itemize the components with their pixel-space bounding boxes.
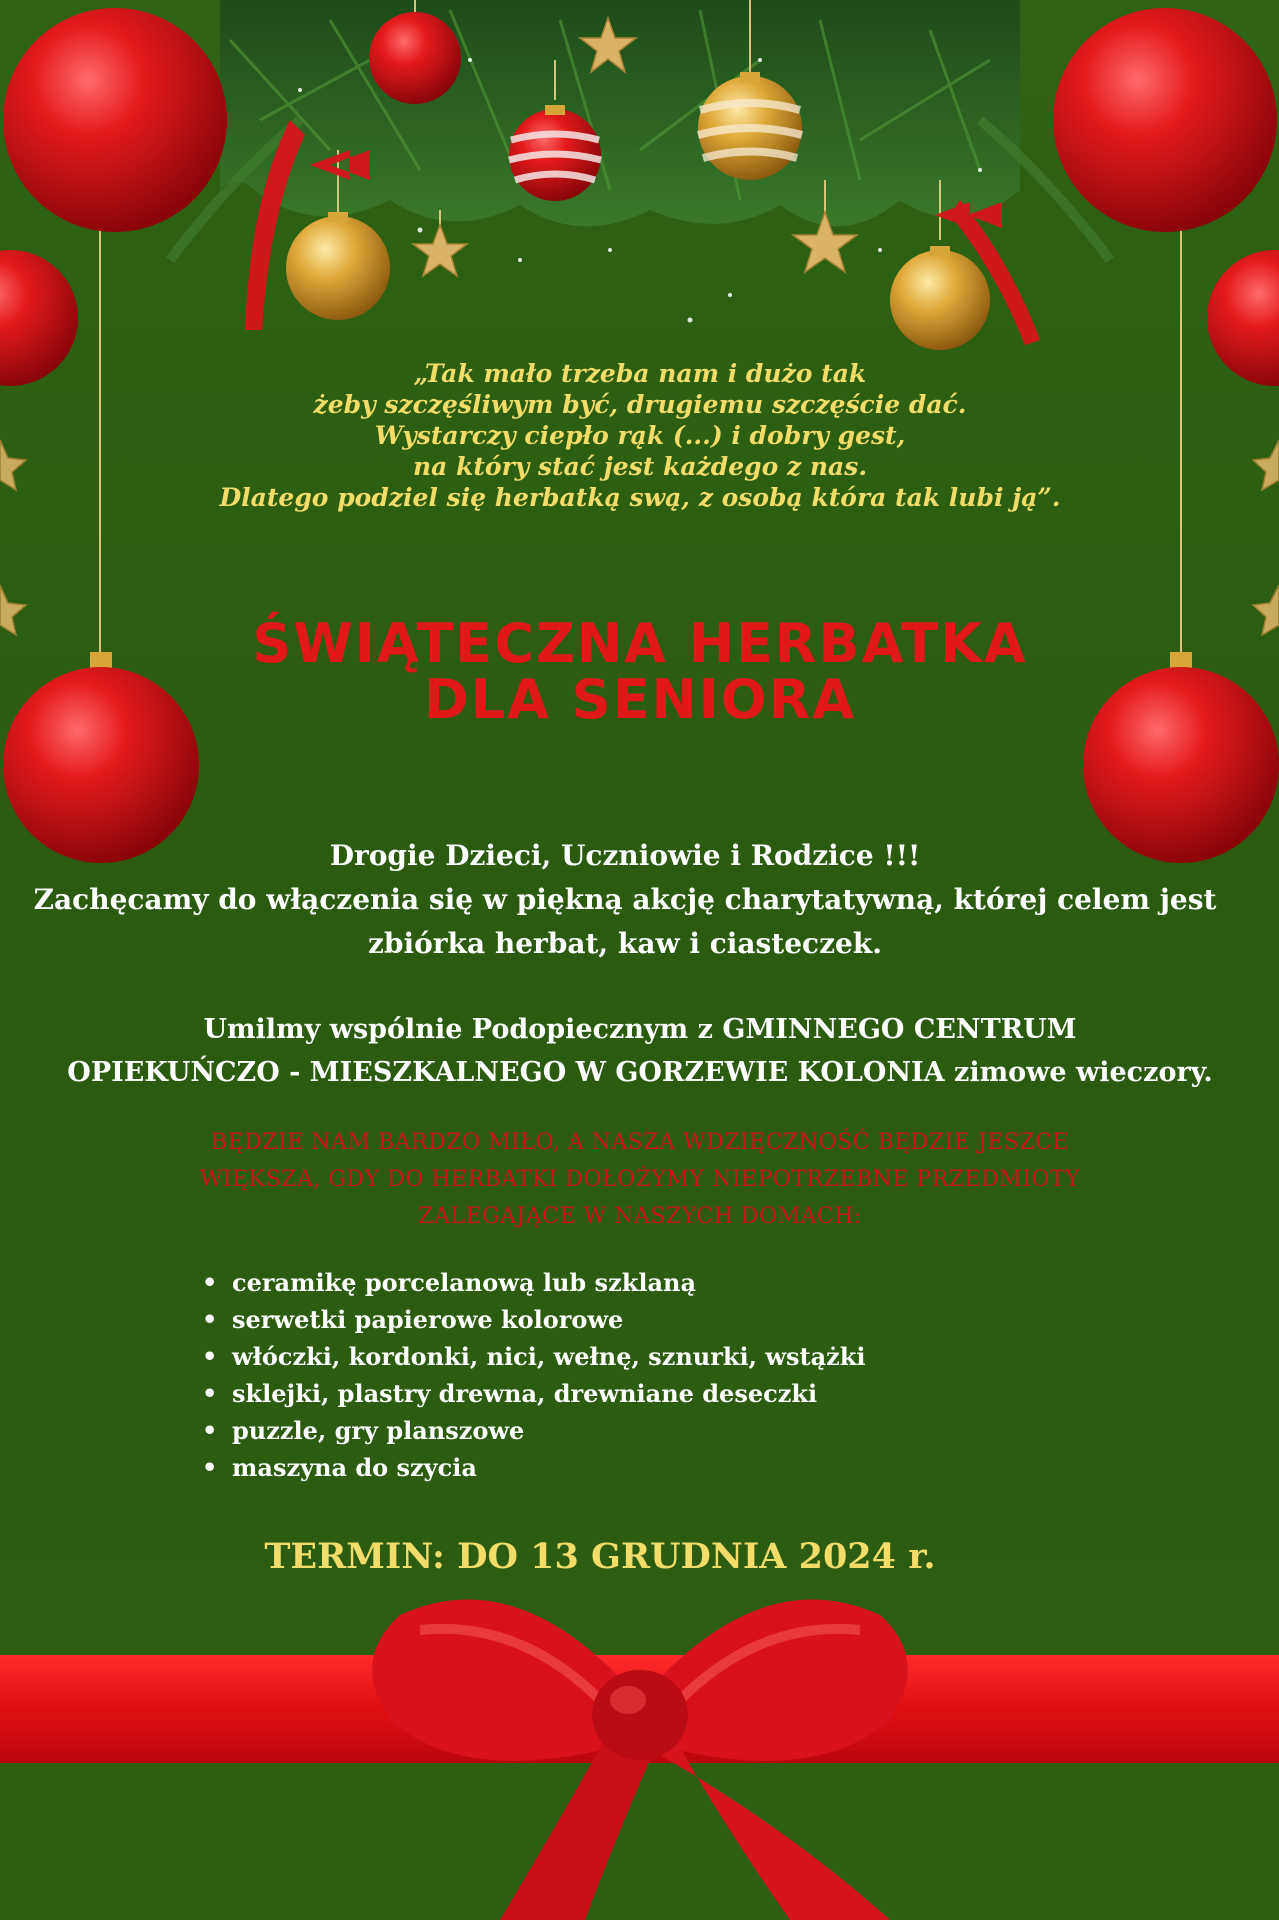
gold-star-icon bbox=[1253, 585, 1279, 635]
list-item bbox=[198, 1338, 898, 1375]
red-bauble-icon bbox=[369, 12, 461, 104]
donation-items-list bbox=[198, 1264, 898, 1486]
invitation-line: OPIEKUŃCZO - MIESZKALNEGO W GORZEWIE KOLONIA zimowe wieczory. bbox=[67, 1057, 1213, 1088]
list-item-text: włóczki, kordonki, nici, wełnę, sznurki, wstążki bbox=[232, 1342, 866, 1371]
quote-line: Dlatego podziel się herbatką swą, z osobą która tak lubi ją”. bbox=[219, 483, 1061, 512]
list-item-text: serwetki papierowe kolorowe bbox=[232, 1305, 624, 1334]
notice-line: ZALEGAJĄCE W NASZYCH DOMACH: bbox=[418, 1204, 862, 1229]
list-item-text: ceramikę porcelanową lub szklaną bbox=[232, 1268, 696, 1297]
title-line: ŚWIĄTECZNA HERBATKA bbox=[252, 612, 1028, 675]
quote-line: „Tak mało trzeba nam i dużo tak bbox=[413, 359, 867, 388]
gold-star-icon bbox=[413, 225, 467, 276]
bullet-icon: • bbox=[202, 1379, 218, 1408]
red-bauble-icon bbox=[0, 250, 78, 386]
intro-line: Drogie Dzieci, Uczniowie i Rodzice !!! bbox=[329, 839, 921, 872]
list-item bbox=[198, 1449, 898, 1486]
bullet-icon: • bbox=[202, 1268, 218, 1297]
list-item-text: sklejki, plastry drewna, drewniane deseczki bbox=[232, 1379, 818, 1408]
notice-line: WIĘKSZA, GDY DO HERBATKI DOŁOŻYMY NIEPOTRZEBNE PRZEDMIOTY bbox=[199, 1167, 1081, 1192]
bullet-icon: • bbox=[202, 1416, 218, 1445]
deadline-text: TERMIN: DO 13 GRUDNIA 2024 r. bbox=[264, 1536, 936, 1577]
red-ribbon-bow-icon bbox=[0, 1599, 1279, 1920]
quote-line: na który stać jest każdego z nas. bbox=[412, 452, 868, 481]
gold-bauble-icon bbox=[890, 250, 990, 350]
intro-line: Zachęcamy do włączenia się w piękną akcję charytatywną, której celem jest bbox=[33, 883, 1217, 916]
invitation-line: Umilmy wspólnie Podopiecznym z GMINNEGO CENTRUM bbox=[203, 1014, 1077, 1045]
list-item-text: puzzle, gry planszowe bbox=[232, 1416, 525, 1445]
red-notice bbox=[120, 1124, 1160, 1235]
intro-paragraph bbox=[20, 834, 1230, 966]
quote-line: Wystarczy ciepło rąk (...) i dobry gest, bbox=[374, 421, 906, 450]
invitation-paragraph bbox=[20, 1008, 1260, 1094]
red-bauble-icon bbox=[1053, 8, 1277, 232]
list-item bbox=[198, 1412, 898, 1449]
title-line: DLA SENIORA bbox=[423, 668, 857, 731]
bullet-icon: • bbox=[202, 1305, 218, 1334]
list-item-text: maszyna do szycia bbox=[232, 1453, 477, 1482]
list-item bbox=[198, 1375, 898, 1412]
gold-bauble-icon bbox=[286, 216, 390, 320]
poster-title bbox=[100, 612, 1180, 731]
striped-red-bauble-icon bbox=[509, 109, 601, 201]
bullet-icon: • bbox=[202, 1342, 218, 1371]
gold-star-icon bbox=[0, 440, 26, 490]
red-bauble-icon bbox=[3, 8, 227, 232]
list-item bbox=[198, 1301, 898, 1338]
bullet-icon: • bbox=[202, 1453, 218, 1482]
list-item bbox=[198, 1264, 898, 1301]
red-bauble-icon bbox=[1207, 250, 1279, 386]
gold-star-icon bbox=[0, 585, 26, 635]
gold-bauble-icon bbox=[698, 76, 802, 180]
poem-quote bbox=[140, 358, 1140, 513]
intro-line: zbiórka herbat, kaw i ciasteczek. bbox=[368, 927, 882, 960]
notice-line: BĘDZIE NAM BARDZO MIŁO, A NASZA WDZIĘCZNOŚĆ BĘDZIE JESZCE bbox=[210, 1130, 1070, 1155]
quote-line: żeby szczęśliwym być, drugiemu szczęście dać. bbox=[313, 390, 967, 419]
gold-star-icon bbox=[1253, 440, 1279, 490]
